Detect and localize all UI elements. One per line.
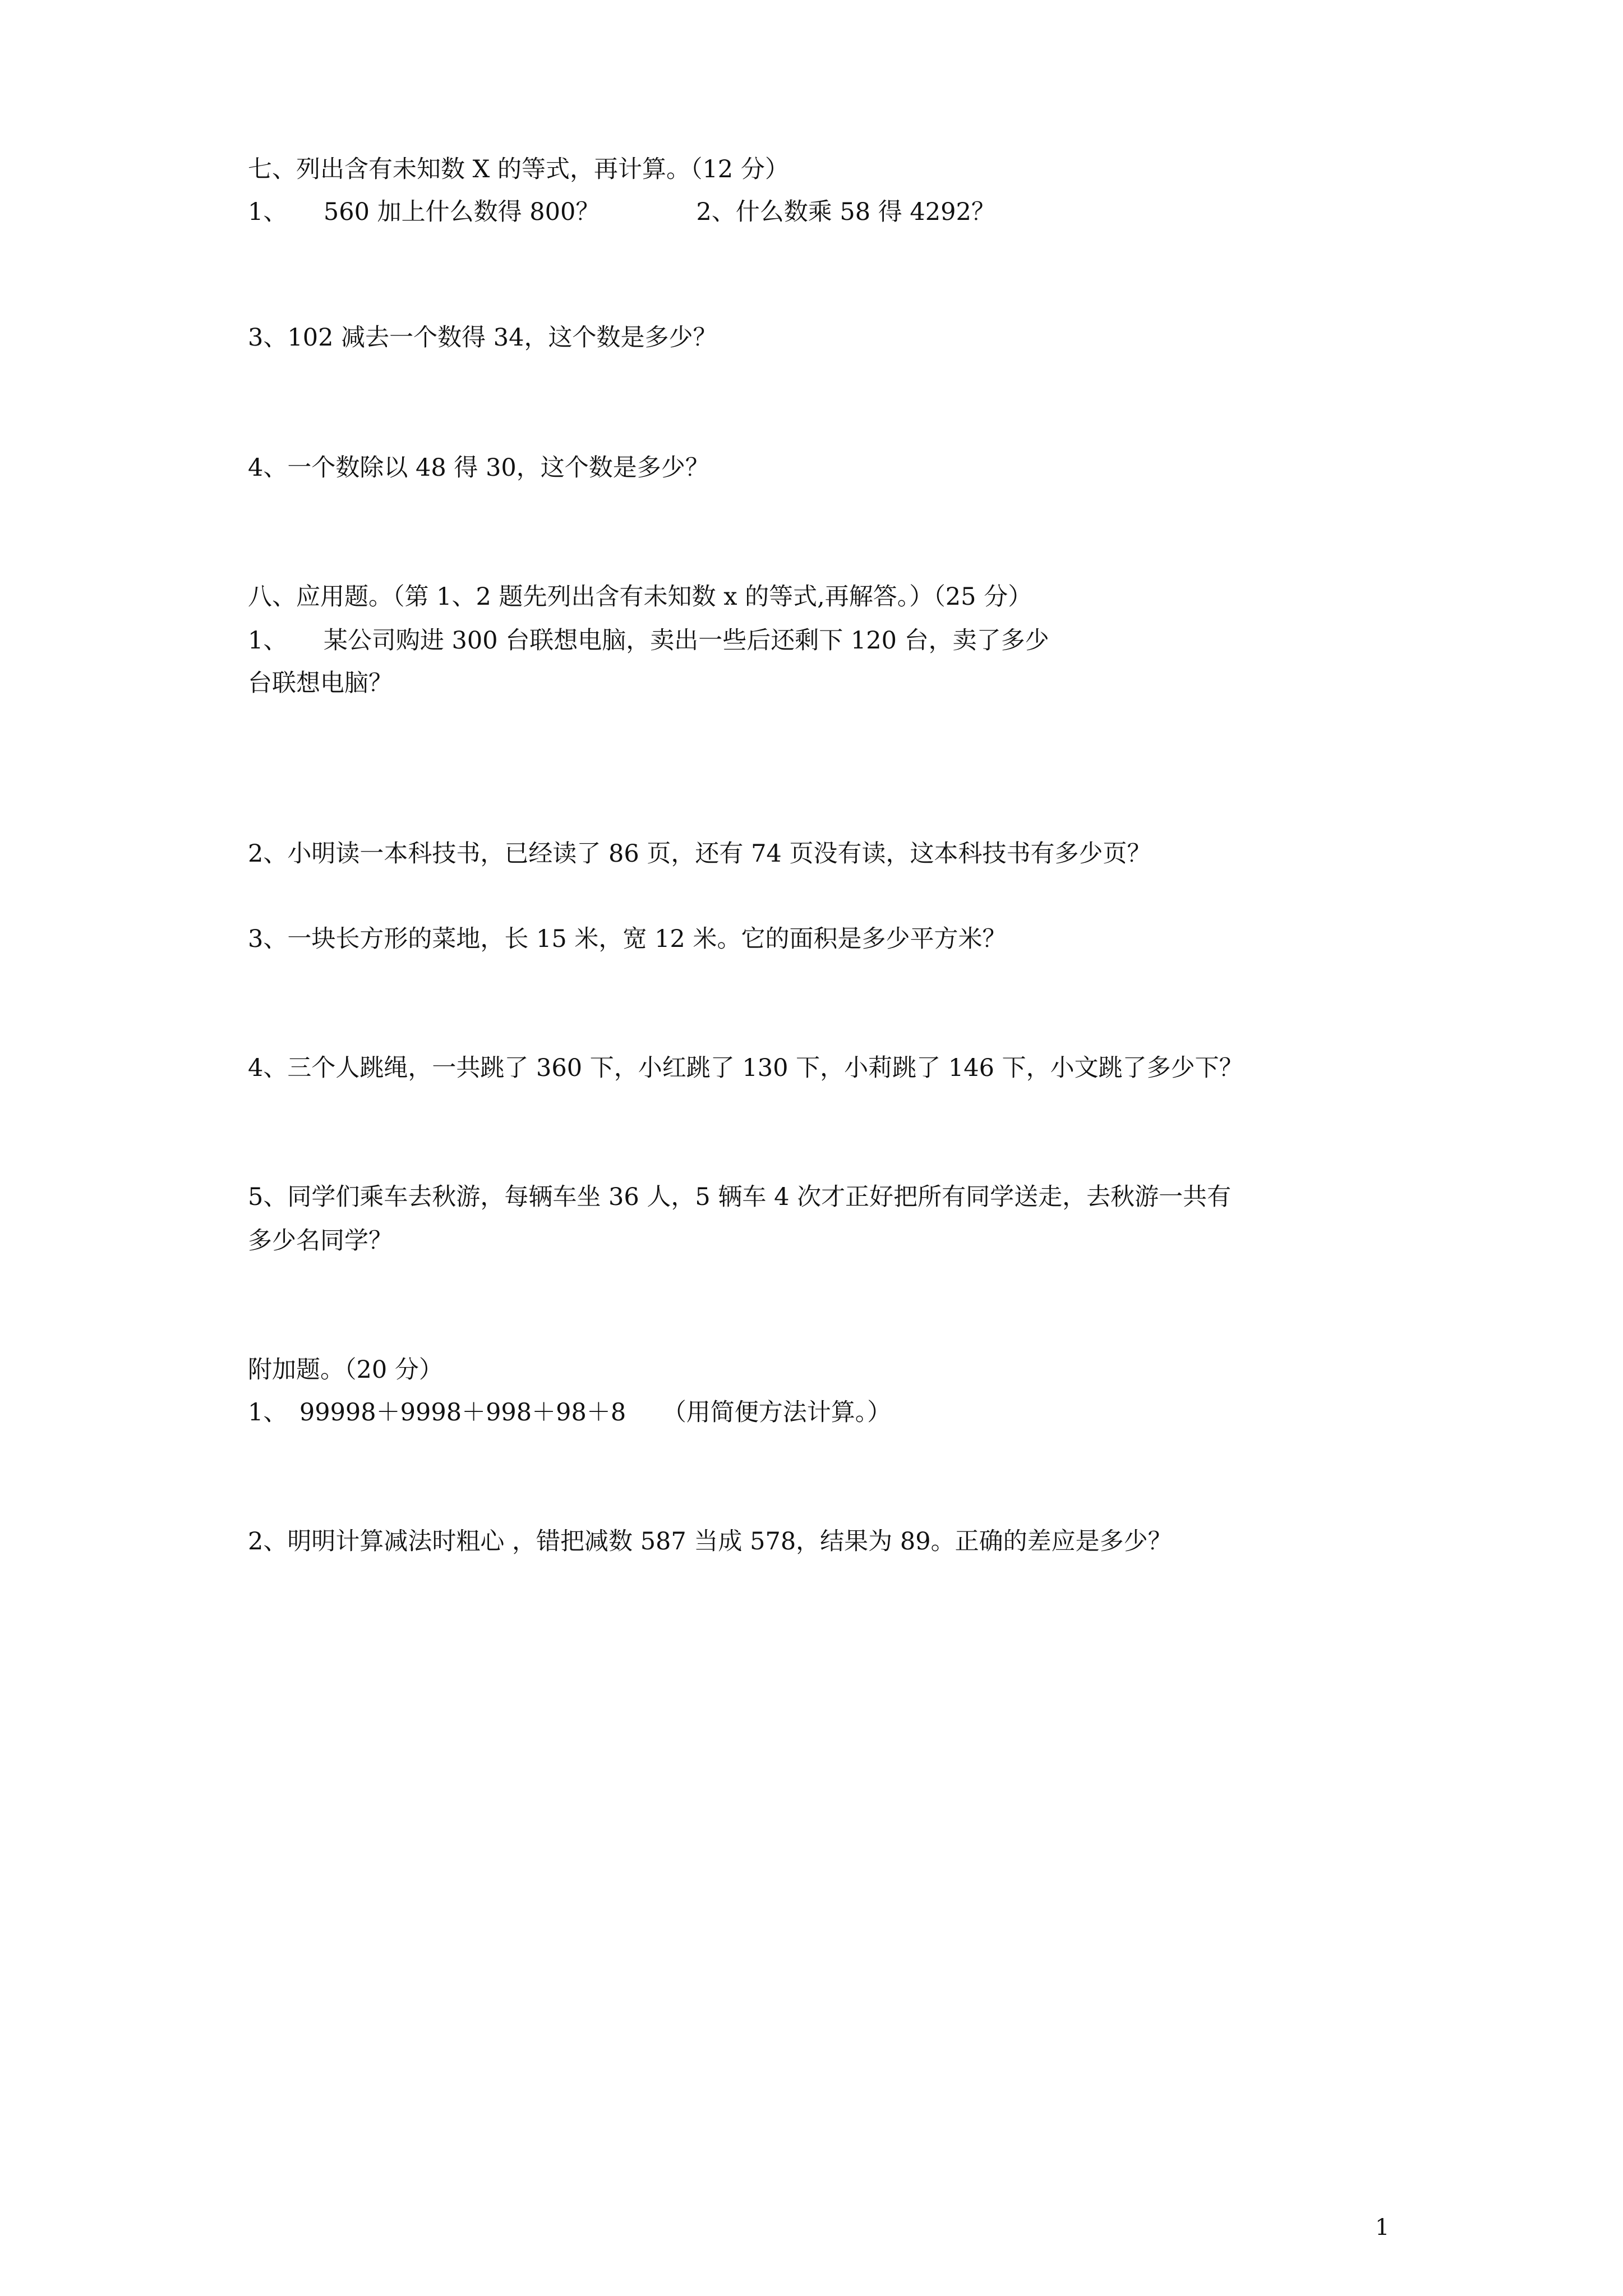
section-8-question-2: 2、小明读一本科技书，已经读了 86 页，还有 74 页没有读，这本科技书有多少页？: [248, 840, 1151, 868]
section-8-question-1-line-2: 台联想电脑？: [248, 669, 393, 697]
section-8-question-5-line-1: 5、同学们乘车去秋游，每辆车坐 36 人，5 辆车 4 次才正好把所有同学送走，去秋游一共有: [248, 1183, 1232, 1211]
section-7-questions-1-2: 1、 560 加上什么数得 800？ 2、什么数乘 58 得 4292？: [248, 198, 995, 226]
page-number: 1: [1375, 2215, 1390, 2240]
section-7-question-3: 3、102 减去一个数得 34，这个数是多少？: [248, 324, 717, 352]
bonus-question-2: 2、明明计算减法时粗心 ，错把减数 587 当成 578，结果为 89。正确的差应是多少？: [248, 1527, 1172, 1556]
section-8-question-4: 4、三个人跳绳，一共跳了 360 下，小红跳了 130 下，小莉跳了 146 下，小文跳了多少下？: [248, 1054, 1243, 1082]
section-7-question-4: 4、一个数除以 48 得 30，这个数是多少？: [248, 454, 709, 482]
section-8-question-3: 3、一块长方形的菜地，长 15 米，宽 12 米。它的面积是多少平方米？: [248, 925, 1007, 953]
section-7-heading: 七、列出含有未知数 X 的等式，再计算。（12 分）: [248, 155, 789, 183]
section-8-heading: 八、应用题。（第 1、2 题先列出含有未知数 x 的等式,再解答。）（25 分）: [248, 583, 1032, 611]
section-8-question-1-line-1: 1、 某公司购进 300 台联想电脑，卖出一些后还剩下 120 台，卖了多少: [248, 627, 1049, 655]
bonus-question-1: 1、 99998＋9998＋998＋98＋8 （用简便方法计算。）: [248, 1398, 892, 1427]
bonus-heading: 附加题。（20 分）: [248, 1356, 443, 1384]
section-8-question-5-line-2: 多少名同学？: [248, 1227, 393, 1255]
